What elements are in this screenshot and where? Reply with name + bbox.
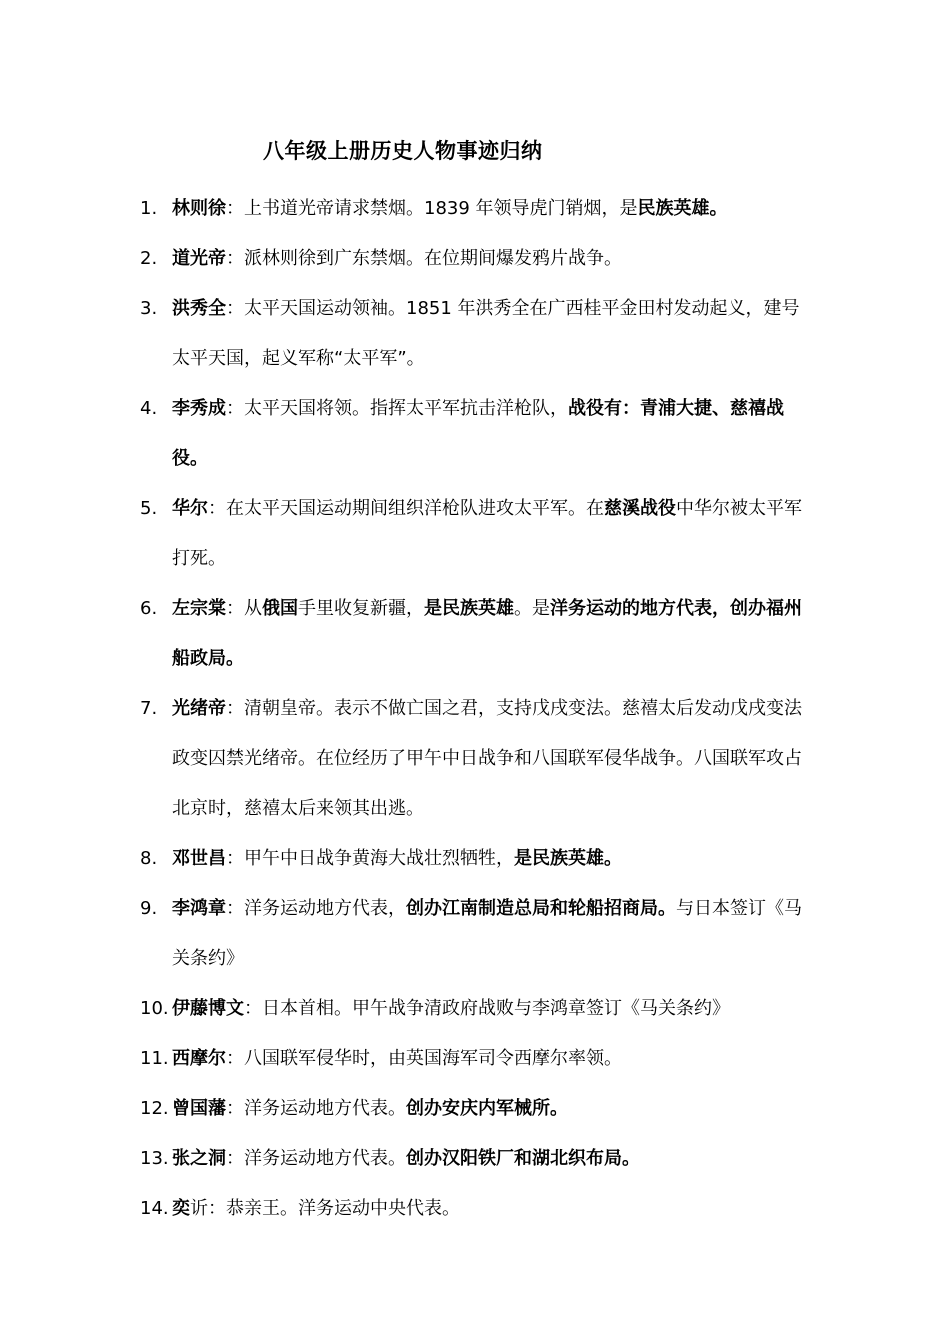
plain-text: ：太平天国运动领袖。1851 年洪秀全在广西桂平金田村发动起义，建号太平天国，起义军称“太平军”。 (172, 298, 800, 369)
item-text (172, 984, 808, 1034)
list-item (0, 184, 950, 234)
item-number: 7. (140, 698, 158, 719)
bold-text: 左宗棠 (172, 598, 226, 619)
item-number: 2. (140, 248, 158, 269)
plain-text: ：派林则徐到广东禁烟。在位期间爆发鸦片战争。 (226, 248, 622, 269)
item-number: 9. (140, 898, 158, 919)
item-number: 13. (140, 1148, 169, 1169)
plain-text: ：洋务运动地方代表。 (226, 1148, 406, 1169)
plain-text: ：清朝皇帝。表示不做亡国之君，支持戊戌变法。慈禧太后发动戊戌变法政变囚禁光绪帝。在位经历了甲午中日战争和八国联军侵华战争。八国联军攻占北京时，慈禧太后来领其出逃。 (172, 698, 802, 819)
plain-text: ：在太平天国运动期间组织洋枪队进攻太平军。在 (208, 498, 604, 519)
item-text (172, 184, 808, 234)
list-item (0, 1084, 950, 1134)
plain-text: ：上书道光帝请求禁烟。1839 年领导虎门销烟，是 (226, 198, 638, 219)
item-text (172, 1134, 808, 1184)
plain-text: ：甲午中日战争黄海大战壮烈牺牲， (226, 848, 514, 869)
bold-text: 西摩尔 (172, 1048, 226, 1069)
bold-text: 光绪帝 (172, 698, 226, 719)
plain-text: ：洋务运动地方代表。 (226, 1098, 406, 1119)
plain-text: 䜣：恭亲王。洋务运动中央代表。 (190, 1198, 460, 1219)
item-number: 4. (140, 398, 158, 419)
bold-text: 李鸿章 (172, 898, 226, 919)
plain-text: 与日本签订《马关条约》 (172, 898, 802, 969)
list-item (0, 684, 950, 834)
list-item (0, 834, 950, 884)
item-text (172, 1084, 808, 1134)
bold-text: 创办汉阳铁厂和湖北织布局。 (406, 1148, 640, 1169)
person-list (0, 184, 950, 1234)
item-text (172, 884, 808, 984)
bold-text: 邓世昌 (172, 848, 226, 869)
bold-text: 林则徐 (172, 198, 226, 219)
plain-text: 。是 (514, 598, 550, 619)
plain-text: 手里收复新疆， (298, 598, 424, 619)
item-text (172, 234, 808, 284)
item-text (172, 684, 808, 834)
item-number: 1. (140, 198, 158, 219)
bold-text: 道光帝 (172, 248, 226, 269)
item-text (172, 584, 808, 684)
plain-text: ：日本首相。甲午战争清政府战败与李鸿章签订《马关条约》 (244, 998, 730, 1019)
list-item (0, 1184, 950, 1234)
list-item (0, 484, 950, 584)
item-text (172, 1034, 808, 1084)
item-text (172, 284, 808, 384)
item-text (172, 1184, 808, 1234)
bold-text: 是民族英雄 (424, 598, 514, 619)
bold-text: 俄国 (262, 598, 298, 619)
bold-text: 奕 (172, 1198, 190, 1219)
item-text (172, 834, 808, 884)
item-number: 11. (140, 1048, 169, 1069)
bold-text: 战役有：青浦大捷、慈禧战役。 (172, 398, 784, 469)
item-number: 14. (140, 1198, 169, 1219)
bold-text: 华尔 (172, 498, 208, 519)
bold-text: 伊藤博文 (172, 998, 244, 1019)
list-item (0, 234, 950, 284)
plain-text: ：太平天国将领。指挥太平军抗击洋枪队， (226, 398, 568, 419)
item-number: 6. (140, 598, 158, 619)
item-number: 12. (140, 1098, 169, 1119)
plain-text: 中华尔被太平军打死。 (172, 498, 802, 569)
bold-text: 李秀成 (172, 398, 226, 419)
bold-text: 洪秀全 (172, 298, 226, 319)
document-title: 八年级上册历史人物事迹归纳 (263, 139, 543, 163)
bold-text: 创办安庆内军械所。 (406, 1098, 568, 1119)
bold-text: 张之洞 (172, 1148, 226, 1169)
item-number: 3. (140, 298, 158, 319)
plain-text: ：八国联军侵华时，由英国海军司令西摩尔率领。 (226, 1048, 622, 1069)
list-item (0, 984, 950, 1034)
list-item (0, 1034, 950, 1084)
list-item (0, 884, 950, 984)
list-item (0, 1134, 950, 1184)
bold-text: 民族英雄。 (637, 198, 728, 219)
plain-text: ：从 (226, 598, 262, 619)
item-number: 5. (140, 498, 158, 519)
item-text (172, 384, 808, 484)
plain-text: ：洋务运动地方代表， (226, 898, 406, 919)
bold-text: 曾国藩 (172, 1098, 226, 1119)
item-number: 10. (140, 998, 169, 1019)
item-number: 8. (140, 848, 158, 869)
list-item (0, 384, 950, 484)
bold-text: 创办江南制造总局和轮船招商局。 (406, 898, 676, 919)
bold-text: 是民族英雄。 (514, 848, 622, 869)
list-item (0, 284, 950, 384)
item-text (172, 484, 808, 584)
list-item (0, 584, 950, 684)
bold-text: 慈溪战役 (604, 498, 676, 519)
bold-text: 洋务运动的地方代表，创办福州船政局。 (172, 598, 802, 669)
